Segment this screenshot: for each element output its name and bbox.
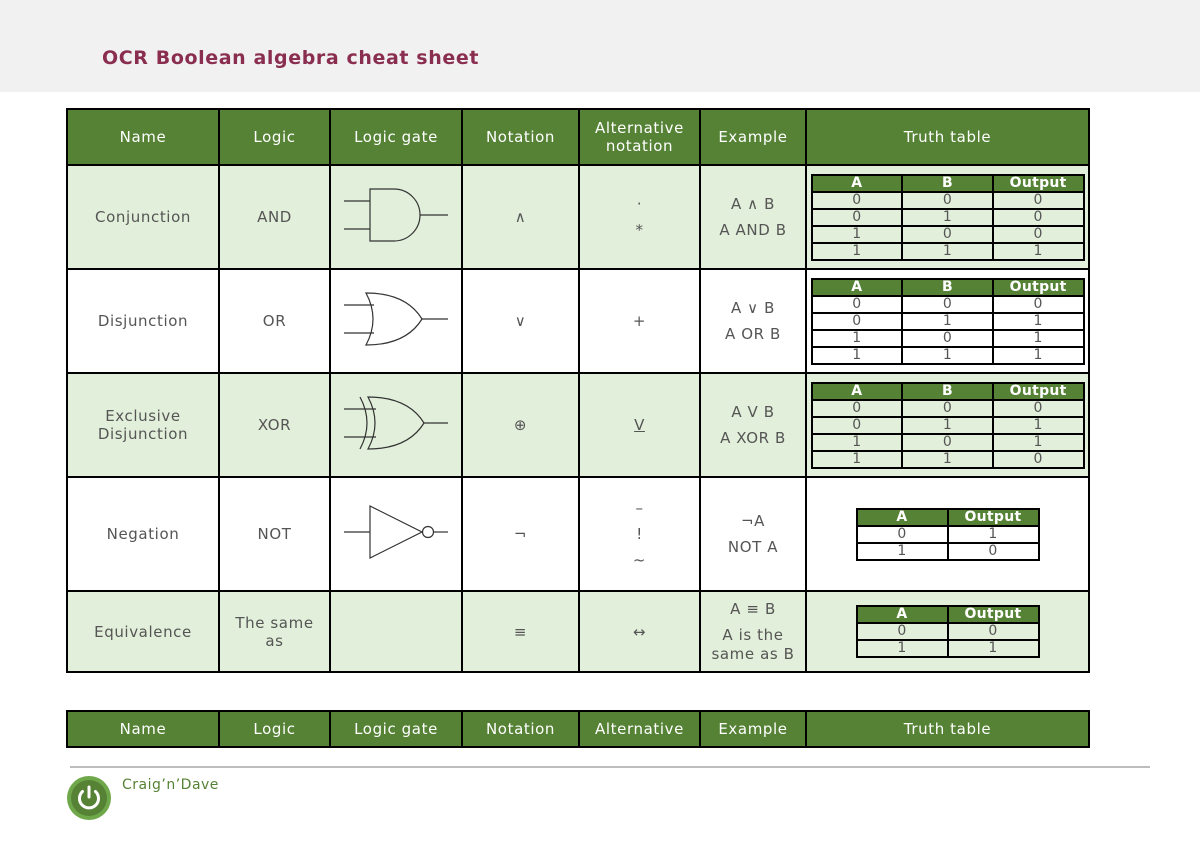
- footer-divider: [70, 766, 1150, 768]
- row-alt: ↔: [579, 591, 700, 672]
- row-name: Conjunction: [67, 165, 219, 269]
- row-alt: – ! ~: [579, 477, 700, 591]
- power-icon: [66, 775, 112, 821]
- truth-table-cell: [806, 373, 1089, 477]
- truth-table-cell: [806, 269, 1089, 373]
- row-name: Equivalence: [67, 591, 219, 672]
- page-title: OCR Boolean algebra cheat sheet: [102, 47, 480, 69]
- row-name: Disjunction: [67, 269, 219, 373]
- truth-table: A B Output 0 0 0 0 1 0 1 0 0 1 1 1: [811, 174, 1085, 261]
- header-example: Example: [700, 711, 806, 747]
- row-notation: ≡: [462, 591, 579, 672]
- header-alt: Alternative: [579, 711, 700, 747]
- row-example: A ∨ B A OR B: [700, 269, 806, 373]
- row-alt: · *: [579, 165, 700, 269]
- row-notation: ⊕: [462, 373, 579, 477]
- header-notation: Notation: [462, 711, 579, 747]
- top-band: [0, 0, 1200, 92]
- header-truth: Truth table: [806, 109, 1089, 165]
- truth-table-cell: [806, 477, 1089, 591]
- header-notation: Notation: [462, 109, 579, 165]
- header-alt: Alternative notation: [579, 109, 700, 165]
- repeat-header: [66, 710, 1090, 748]
- truth-table: A B Output 0 0 0 0 1 1 1 0 1 1 1 0: [811, 382, 1085, 469]
- header-gate: Logic gate: [330, 109, 462, 165]
- row-example: ¬A NOT A: [700, 477, 806, 591]
- truth-table-cell: [806, 591, 1089, 672]
- row-notation: ∨: [462, 269, 579, 373]
- truth-table: A B Output 0 0 0 0 1 1 1 0 1 1 1 1: [811, 278, 1085, 365]
- row-name: Negation: [67, 477, 219, 591]
- xor-gate-icon: [330, 373, 462, 477]
- header-name: Name: [67, 711, 219, 747]
- table-row: [67, 269, 1089, 373]
- row-logic: XOR: [219, 373, 330, 477]
- header-example: Example: [700, 109, 806, 165]
- table-row: [67, 477, 1089, 591]
- and-gate-icon: [330, 165, 462, 269]
- truth-table: A Output 0 1 1 0: [856, 508, 1040, 561]
- table-row: [67, 373, 1089, 477]
- row-name: Exclusive Disjunction: [67, 373, 219, 477]
- header-gate: Logic gate: [330, 711, 462, 747]
- truth-table-cell: [806, 165, 1089, 269]
- table-row: [67, 165, 1089, 269]
- row-example: A ≡ B A is the same as B: [700, 591, 806, 672]
- row-gate-empty: [330, 591, 462, 672]
- row-logic: AND: [219, 165, 330, 269]
- row-notation: ∧: [462, 165, 579, 269]
- row-alt: +: [579, 269, 700, 373]
- brand-name: Craig’n’Dave: [122, 777, 219, 793]
- row-alt: V: [579, 373, 700, 477]
- or-gate-icon: [330, 269, 462, 373]
- header-name: Name: [67, 109, 219, 165]
- not-gate-icon: [330, 477, 462, 591]
- table-row: [67, 591, 1089, 672]
- row-logic: NOT: [219, 477, 330, 591]
- header-truth: Truth table: [806, 711, 1089, 747]
- row-example: A V B A XOR B: [700, 373, 806, 477]
- row-notation: ¬: [462, 477, 579, 591]
- row-logic: OR: [219, 269, 330, 373]
- boolean-table: [66, 108, 1090, 673]
- header-logic: Logic: [219, 109, 330, 165]
- table-header-row: [67, 109, 1089, 165]
- truth-table: A Output 0 0 1 1: [856, 605, 1040, 658]
- row-example: A ∧ B A AND B: [700, 165, 806, 269]
- header-logic: Logic: [219, 711, 330, 747]
- row-logic: The same as: [219, 591, 330, 672]
